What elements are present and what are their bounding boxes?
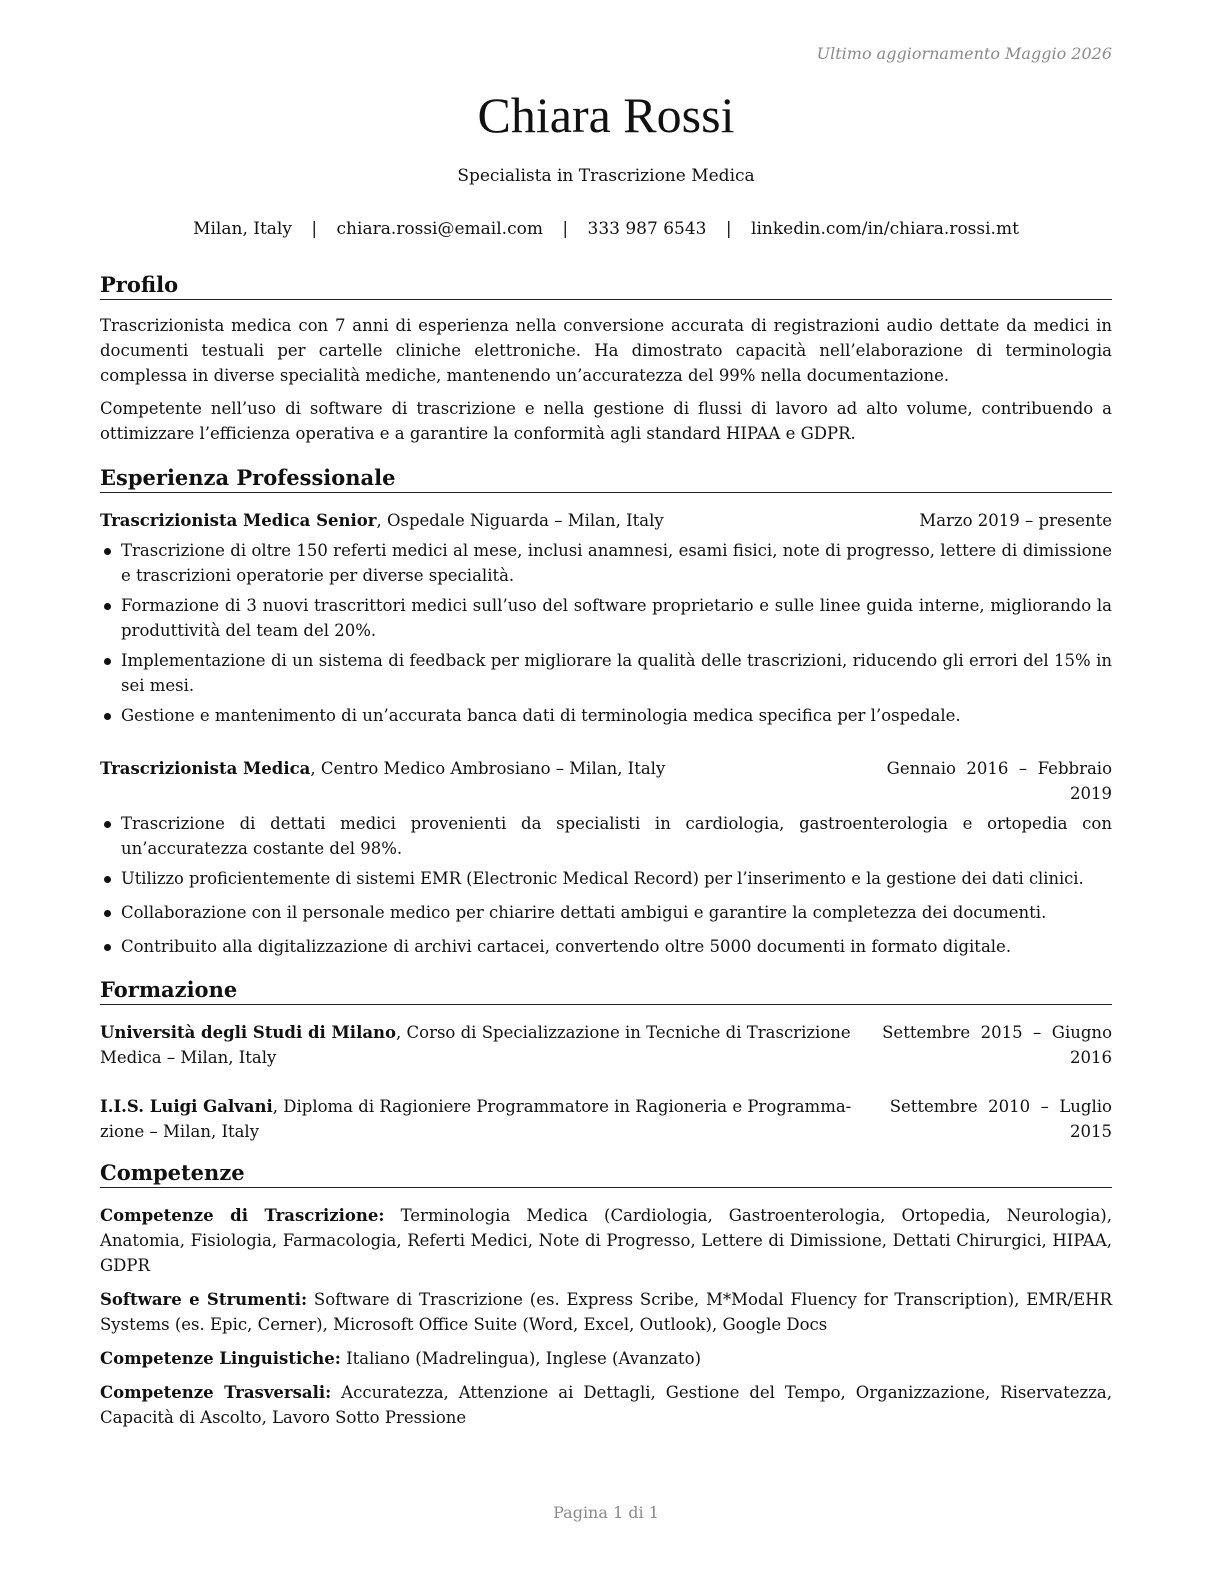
education-dates-line: 2016 [1070, 1048, 1112, 1067]
skill-label: Competenze Trasversali: [100, 1383, 332, 1402]
last-updated: Ultimo aggiornamento Maggio 2026 [816, 44, 1112, 63]
contact-separator: | [725, 219, 732, 239]
list-item: Implementazione di un sistema di feedback per migliorare la qualità delle trascrizioni, riducendo gli errori del 15% in sei mesi. [100, 648, 1112, 698]
skill-group [100, 1287, 1112, 1337]
list-item: Trascrizione di dettati medici provenienti da specialisti in cardiologia, gastroenterologia e ortopedia con un’accuratezza costante del 98%. [100, 811, 1112, 861]
school-location: Medica – Milan, Italy [100, 1048, 277, 1067]
job-role: Trascrizionista Medica Senior [100, 511, 377, 530]
job-role: Trascrizionista Medica [100, 759, 311, 778]
skill-text: Software di Trascrizione (es. Express Scribe, M*Modal Fluency for Transcription), EMR/EHR Systems (es. Epic, Cerner), Microsoft Office Suite (Word, Excel, Outlook), Google Docs [100, 1290, 1112, 1334]
list-item: Gestione e mantenimento di un’accurata banca dati di terminologia medica specifica per l’ospedale. [100, 703, 1112, 728]
contact-line [100, 219, 1112, 239]
job-place: , Centro Medico Ambrosiano – Milan, Italy [310, 759, 666, 778]
job-header [100, 756, 1112, 806]
job-bullets [100, 811, 1112, 959]
list-item: Utilizzo proficientemente di sistemi EMR (Electronic Medical Record) per l’inserimento e la gestione dei dati clinici. [100, 866, 1112, 891]
list-item: Collaborazione con il personale medico per chiarire dettati ambigui e garantire la completezza dei documenti. [100, 900, 1112, 925]
section-heading: Competenze [100, 1160, 1112, 1188]
skill-text: Accuratezza, Attenzione ai Dettagli, Gestione del Tempo, Organizzazione, Riservatezza, Capacità di Ascolto, Lavoro Sotto Pressione [100, 1383, 1112, 1427]
skill-text: Italiano (Madrelingua), Inglese (Avanzato) [340, 1349, 702, 1368]
skill-label: Software e Strumenti: [100, 1290, 308, 1309]
job-dates: Marzo 2019 – presente [919, 511, 1112, 530]
contact-separator: | [311, 219, 318, 239]
job-place: , Ospedale Niguarda – Milan, Italy [376, 511, 664, 530]
education-dates [890, 1094, 1112, 1144]
education-item [100, 1094, 1112, 1144]
list-item: Trascrizione di oltre 150 referti medici al mese, inclusi anamnesi, esami fisici, note di progresso, lettere di dimissione e trascrizioni operatorie per diverse specialità. [100, 538, 1112, 588]
school-name: I.I.S. Luigi Galvani [100, 1097, 273, 1116]
skill-group [100, 1380, 1112, 1430]
skill-group [100, 1346, 1112, 1371]
school-location: zione – Milan, Italy [100, 1122, 260, 1141]
job-dates-line: 2019 [1070, 784, 1112, 803]
skill-text: Terminologia Medica (Cardiologia, Gastroenterologia, Ortopedia, Neurologia), Anatomia, Fisiologia, Farmacologia, Referti Medici, Note di Progresso, Lettere di Dimissione, Dettati Chirurgici, HIPAA, GDPR [100, 1206, 1112, 1275]
job-dates [887, 756, 1112, 806]
profile-paragraph: Trascrizionista medica con 7 anni di esperienza nella conversione accurata di registrazioni audio dettate da medici in documenti testuali per cartelle cliniche elettroniche. Ha dimostrato capacità nell’elaborazione di terminologia complessa in diverse specialità mediche, mantenendo un’accuratezza del 99% nella documentazione. [100, 316, 1112, 385]
education-item [100, 1020, 1112, 1070]
job-header [100, 508, 1112, 533]
resume-page [100, 0, 1112, 1584]
education-section [100, 977, 1112, 1144]
school-course: , Diploma di Ragioniere Programmatore in Ragioneria e Programma- [272, 1097, 852, 1116]
skill-label: Competenze di Trascrizione: [100, 1206, 385, 1225]
section-heading: Formazione [100, 977, 1112, 1005]
school-course: , Corso di Specializzazione in Tecniche di Trascrizione [396, 1023, 851, 1042]
profile-paragraph: Competente nell’uso di software di trascrizione e nella gestione di flussi di lavoro ad alto volume, contribuendo a ottimizzare l’efficienza operativa e a garantire la conformità agli standard HIPAA e GDPR. [100, 399, 1112, 443]
education-dates-line: 2015 [1070, 1122, 1112, 1141]
skill-label: Competenze Linguistiche: [100, 1349, 341, 1368]
job-title: Specialista in Trascrizione Medica [457, 166, 755, 186]
contact-linkedin[interactable]: linkedin.com/in/chiara.rossi.mt [751, 219, 1019, 239]
job-bullets [100, 538, 1112, 728]
experience-section [100, 465, 1112, 959]
section-heading: Profilo [100, 272, 1112, 300]
education-dates-line: Settembre 2010 – Luglio [889, 1097, 1112, 1116]
education-dates-line: Settembre 2015 – Giugno [882, 1023, 1112, 1042]
skill-group [100, 1203, 1112, 1278]
section-heading: Esperienza Professionale [100, 465, 1112, 493]
contact-phone[interactable]: 333 987 6543 [587, 219, 707, 239]
contact-separator: | [562, 219, 569, 239]
list-item: Contribuito alla digitalizzazione di archivi cartacei, convertendo oltre 5000 documenti in formato digitale. [100, 934, 1112, 959]
education-dates [882, 1020, 1112, 1070]
school-name: Università degli Studi di Milano [100, 1023, 397, 1042]
candidate-name: Chiara Rossi [477, 87, 735, 143]
skills-section [100, 1160, 1112, 1430]
job-dates-line: Gennaio 2016 – Febbraio [886, 759, 1112, 778]
contact-email[interactable]: chiara.rossi@email.com [336, 219, 543, 239]
contact-location: Milan, Italy [193, 219, 292, 239]
list-item: Formazione di 3 nuovi trascrittori medici sull’uso del software proprietario e sulle linee guida interne, migliorando la produttività del team del 20%. [100, 593, 1112, 643]
profile-section [100, 272, 1112, 446]
page-number: Pagina 1 di 1 [553, 1503, 659, 1522]
